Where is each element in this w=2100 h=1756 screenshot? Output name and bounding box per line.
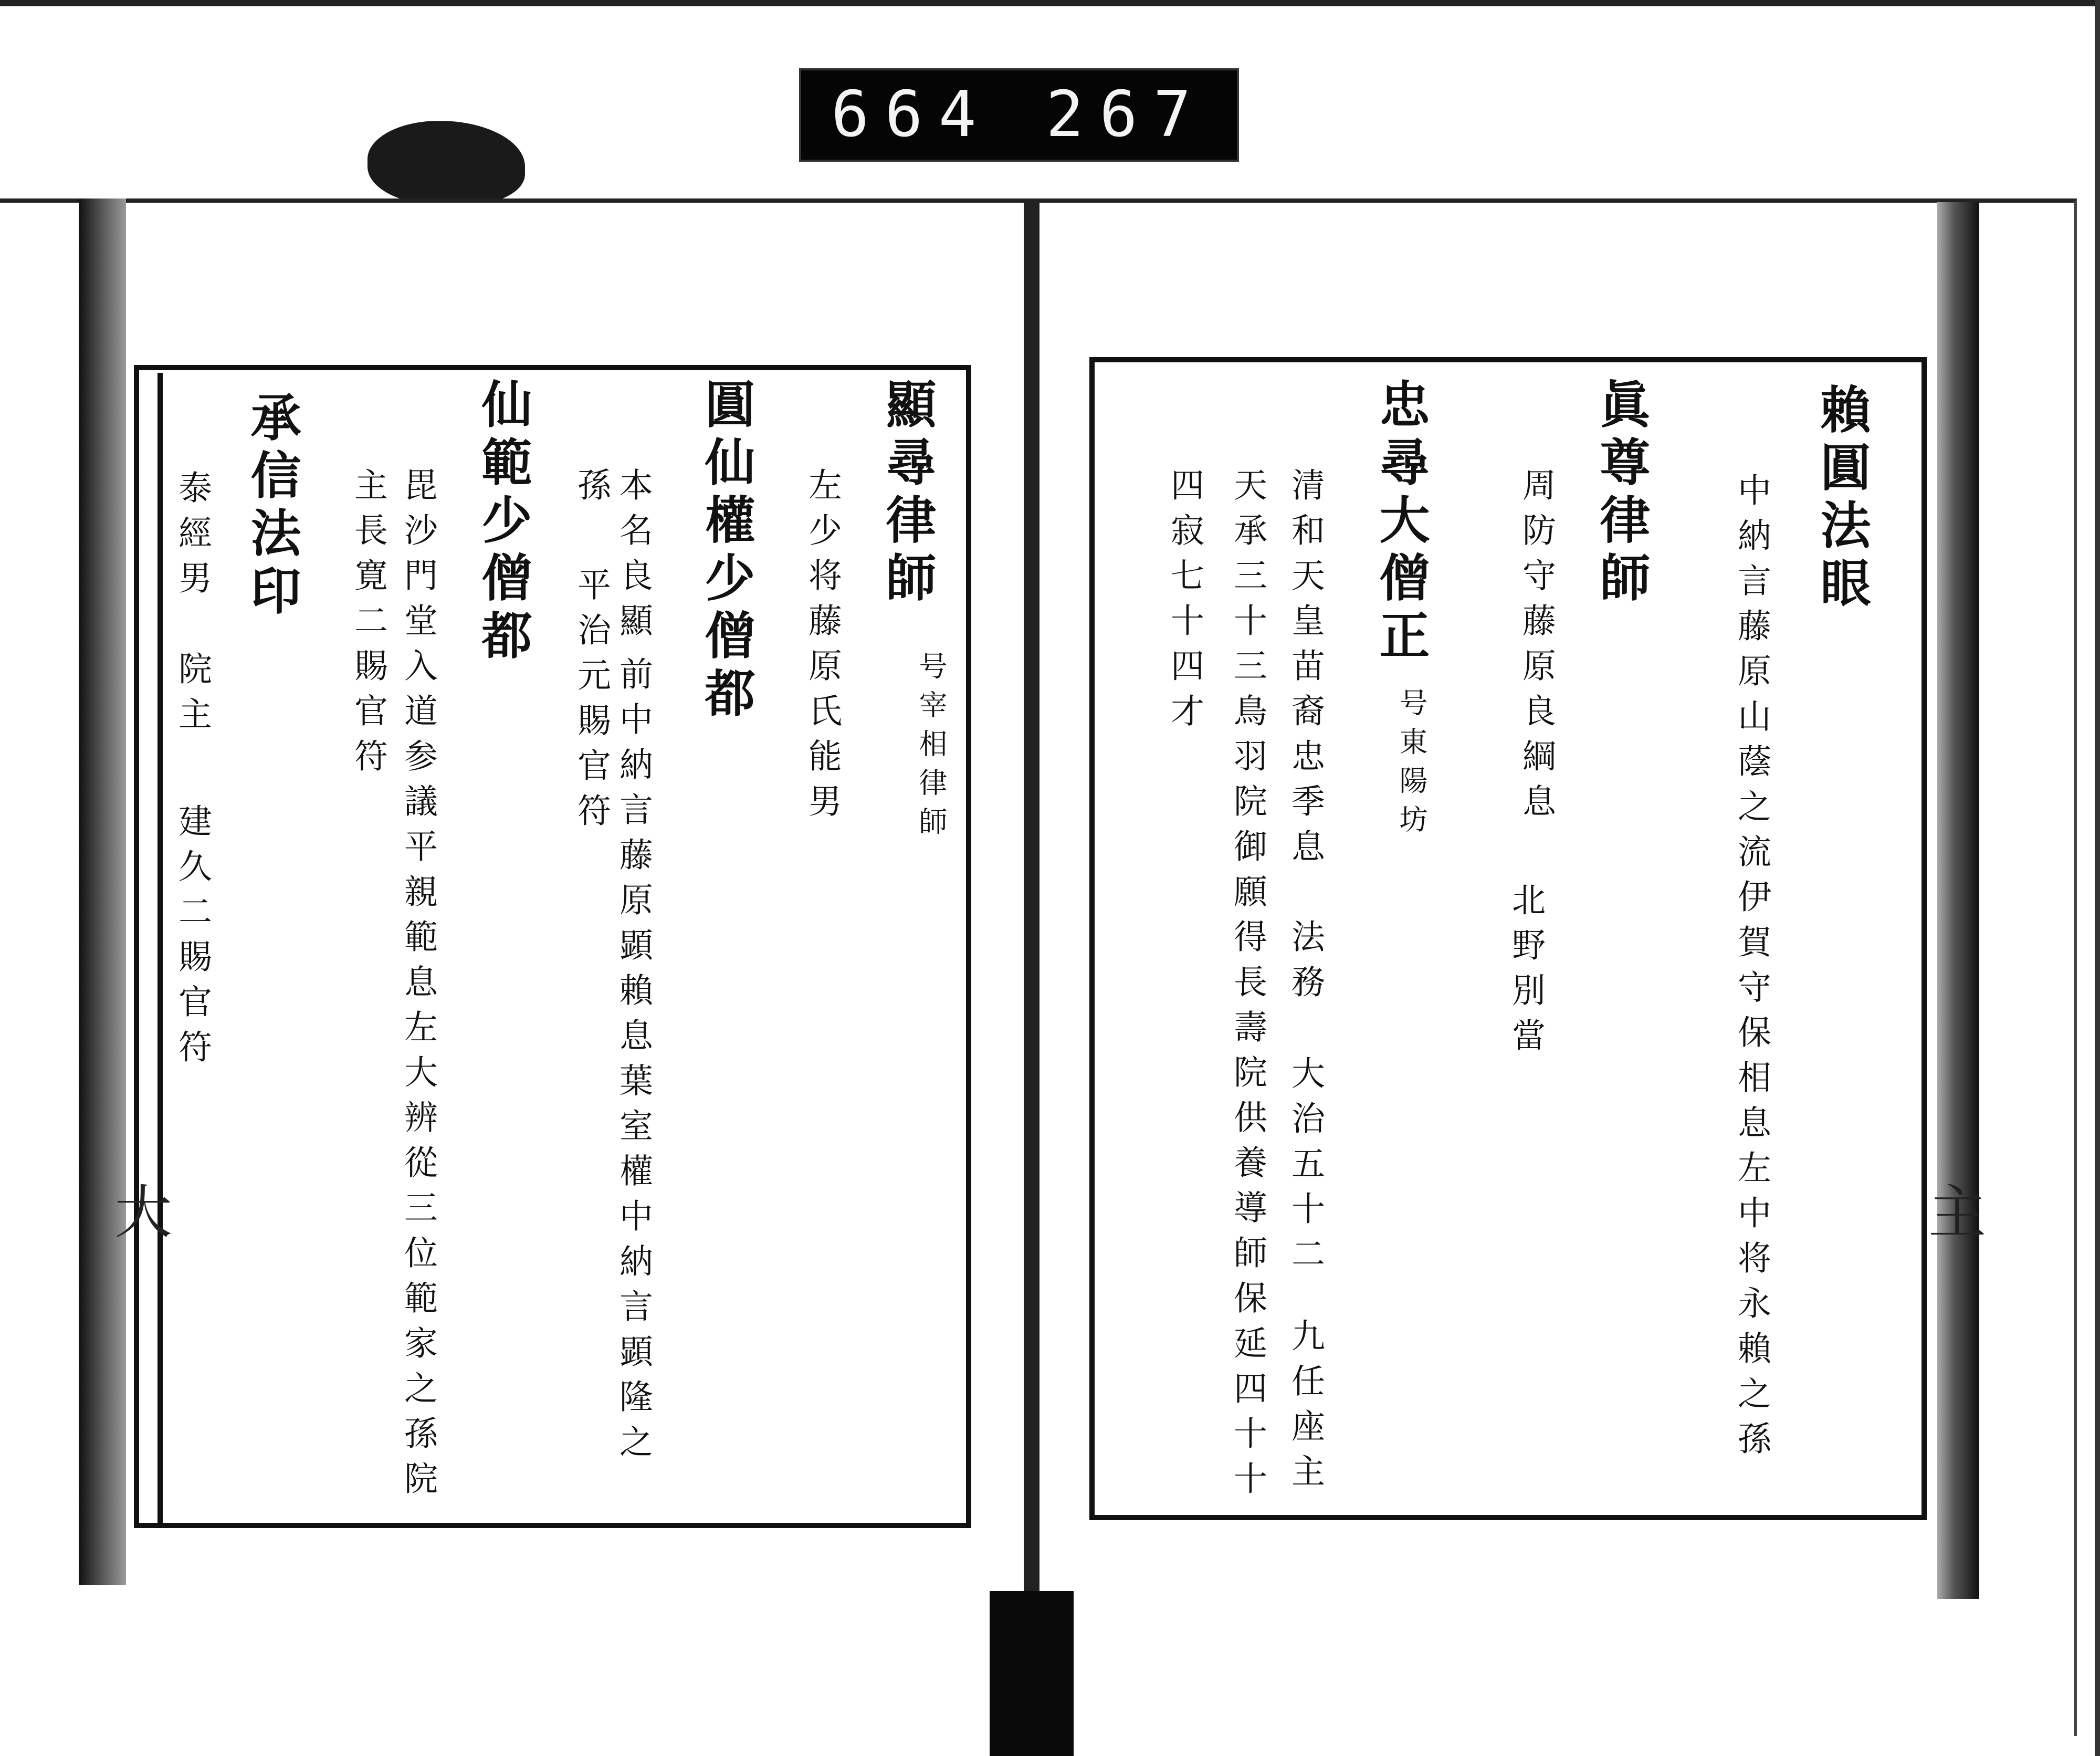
entry-title: 顯尋律師: [878, 378, 937, 609]
entry-title: 眞尊律師: [1592, 378, 1651, 609]
entry-line: 泰經男: [173, 470, 212, 605]
entry-title: 圓仙權少僧都: [697, 378, 756, 725]
film-label: 664 267: [831, 78, 1207, 151]
right-page-edge: [1937, 202, 1979, 1599]
entry-line: 主長寛二賜官符: [349, 467, 387, 783]
film-label-plate: [799, 68, 1239, 162]
left-page-edge: [79, 198, 126, 1585]
fold-mark-left: 大: [105, 1182, 172, 1239]
entry-line: 本名良顯: [614, 467, 653, 648]
entry-line: 孫: [572, 467, 611, 513]
entry-line: 北野別當: [1506, 882, 1545, 1063]
left-frame-inner-rule: [158, 373, 163, 1523]
fold-mark-right: 主: [1919, 1182, 1986, 1239]
scan-frame-right: [2095, 0, 2100, 1756]
entry-line: 法務: [1286, 919, 1325, 1009]
entry-line: 清和天皇苗裔忠季息: [1286, 467, 1325, 874]
entry-line: 中納言藤原山蔭之流伊賀守保相息左中将永賴之孫: [1732, 473, 1771, 1466]
scan-frame-top: [0, 0, 2100, 6]
entry-line: 四寂七十四才: [1165, 467, 1204, 738]
entry-note: 号東陽坊: [1395, 688, 1428, 843]
entry-title: 忠尋大僧正: [1371, 378, 1431, 667]
entry-line: 周防守藤原良綱息: [1517, 467, 1556, 829]
entry-line: 院主: [173, 651, 212, 741]
entry-line: 毘沙門堂入道参議平親範息左大辨從三位範家之孫院: [398, 467, 437, 1506]
entry-line: 建久二賜官符: [173, 803, 212, 1074]
ink-smudge: [368, 121, 525, 205]
entry-line: 九任座主: [1286, 1318, 1325, 1499]
entry-title: 承信法印: [243, 391, 302, 622]
entry-title: 仙範少僧都: [474, 378, 533, 667]
entry-line: 大治五十二: [1286, 1055, 1325, 1281]
entry-line: 前中納言藤原顕賴息葉室權中納言顕隆之: [614, 656, 653, 1469]
spine-shadow: [990, 1591, 1074, 1756]
entry-line: 左少将藤原氏能男: [803, 467, 842, 829]
entry-note: 号宰相律師: [915, 651, 948, 845]
entry-line: 平治元賜官符: [572, 567, 611, 838]
book-gutter: [1024, 198, 1040, 1756]
entry-title: 賴圓法眼: [1812, 383, 1872, 614]
entry-line: 天承三十三鳥羽院御願得長壽院供養導師保延四十十: [1228, 467, 1267, 1506]
